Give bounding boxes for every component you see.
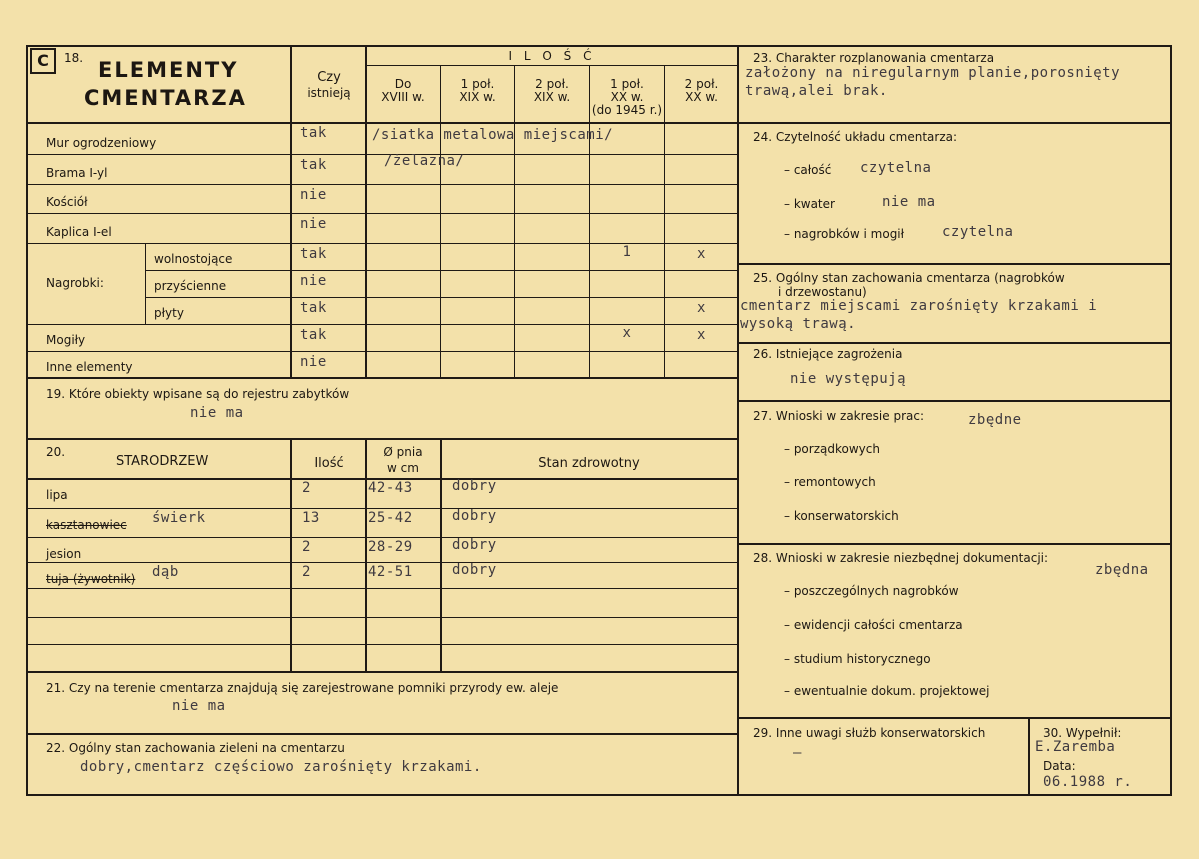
- s19-top: [26, 377, 739, 379]
- element-exists: nie: [300, 187, 327, 203]
- col-line-1: [365, 45, 367, 378]
- tree-typed-name: świerk: [152, 510, 206, 526]
- s28-item: – poszczególnych nagrobków: [784, 584, 959, 598]
- tree-count: 2: [302, 480, 311, 496]
- nagrobki-divider: [145, 243, 146, 324]
- element-exists: tak: [300, 157, 327, 173]
- tree-row-line: [26, 588, 738, 589]
- col-header-line1: Do: [394, 77, 412, 91]
- s20-col-state: Stan zdrowotny: [538, 456, 640, 471]
- tree-row-line: [26, 562, 738, 563]
- col-header-line2: XVIII w.: [381, 90, 425, 104]
- s27-item: – remontowych: [784, 475, 876, 489]
- col-header-line2: XX w.: [610, 90, 644, 104]
- s28-value: zbędna: [1095, 562, 1149, 578]
- tree-count: 2: [302, 539, 311, 555]
- s22-label: 22. Ogólny stan zachowania zieleni na cmentarzu: [46, 741, 345, 755]
- s23-value-line1: założony na niregularnym planie,porosnięty: [745, 65, 1121, 81]
- tree-count: 13: [302, 510, 320, 526]
- tree-state: dobry: [452, 478, 497, 494]
- s30-date-label: Data:: [1043, 759, 1076, 773]
- col-header-line1: 2 poł.: [684, 77, 719, 91]
- section-letter-box: C: [30, 48, 56, 74]
- s23-value-line2: trawą,alei brak.: [745, 83, 888, 99]
- element-label: Kaplica I-el: [46, 225, 112, 239]
- element-label: płyty: [154, 306, 184, 320]
- element-count-xx1: 1: [622, 244, 632, 260]
- s27-value: zbędne: [968, 412, 1022, 428]
- element-label: wolnostojące: [154, 252, 233, 266]
- element-exists: nie: [300, 216, 327, 232]
- s24-item-label: – nagrobków i mogił: [784, 227, 905, 241]
- s27-item: – porządkowych: [784, 442, 880, 456]
- s20-col-line-1: [290, 438, 292, 672]
- col-line-2: [440, 65, 441, 378]
- col-header-line2: XX w.: [685, 90, 718, 104]
- s24-label: 24. Czytelność układu cmentarza:: [753, 130, 958, 144]
- ilosc-header: I L O Ś Ć: [508, 49, 596, 63]
- col-header-line1: 2 poł.: [535, 77, 569, 91]
- s29-top: [737, 717, 1172, 719]
- tree-printed-name: lipa: [46, 488, 68, 502]
- s20-number: 20.: [46, 445, 66, 459]
- s30-label: 30. Wypełnił:: [1043, 726, 1122, 740]
- s26-value: nie występują: [790, 371, 907, 387]
- element-exists: tak: [300, 246, 327, 262]
- s28-item: – ewentualnie dokum. projektowej: [784, 684, 990, 698]
- tree-row-line: [26, 508, 738, 509]
- s20-col-count: Ilość: [314, 456, 344, 471]
- element-label: Inne elementy: [46, 360, 133, 374]
- s28-label: 28. Wnioski w zakresie niezbędnej dokumentacji:: [753, 551, 1049, 565]
- s24-top: [737, 122, 1172, 124]
- element-count-xx2: x: [697, 327, 706, 343]
- tree-diameter: 28-29: [368, 539, 413, 555]
- element-row-line: [26, 243, 738, 244]
- s27-label: 27. Wnioski w zakresie prac:: [753, 409, 925, 423]
- ilosc-sub-line: [366, 65, 738, 66]
- element-exists: nie: [300, 354, 327, 370]
- s27-top: [737, 400, 1172, 402]
- frame-right: [1170, 45, 1172, 796]
- s30-date: 06.1988 r.: [1043, 774, 1133, 790]
- s28-top: [737, 543, 1172, 545]
- s22-value: dobry,cmentarz częściowo zarośnięty krzakami.: [80, 759, 482, 775]
- tree-diameter: 42-51: [368, 564, 413, 580]
- tree-printed-name: jesion: [46, 547, 82, 561]
- element-label: Brama I-yl: [46, 166, 108, 180]
- s24-item-value: nie ma: [882, 194, 936, 210]
- s24-item-value: czytelna: [942, 224, 1014, 240]
- s27-item: – konserwatorskich: [784, 509, 899, 523]
- s24-item-label: – całość: [784, 163, 832, 177]
- s20-title: STARODRZEW: [116, 454, 209, 469]
- element-row-line: [26, 154, 738, 155]
- s18-title-line2: CMENTARZA: [84, 86, 247, 110]
- tree-row-line: [26, 644, 738, 645]
- tree-diameter: 42-43: [368, 480, 413, 496]
- nagrobki-group-label: Nagrobki:: [46, 276, 104, 290]
- element-count-xx1: x: [622, 325, 632, 341]
- s22-top: [26, 733, 739, 735]
- frame-middle: [737, 45, 739, 796]
- s24-item-label: – kwater: [784, 197, 835, 211]
- element-exists: tak: [300, 125, 327, 141]
- s30-name: E.Zaremba: [1035, 739, 1116, 755]
- col-line-exists: [290, 45, 292, 378]
- s20-col-line-3: [440, 438, 442, 672]
- tree-count: 2: [302, 564, 311, 580]
- s21-top: [26, 671, 739, 673]
- s23-label: 23. Charakter rozplanowania cmentarza: [753, 51, 995, 65]
- col-header-line2: XIX w.: [533, 90, 571, 104]
- col-exists-line2: istnieją: [307, 86, 351, 100]
- s26-label: 26. Istniejące zagrożenia: [753, 347, 903, 361]
- s28-item: – ewidencji całości cmentarza: [784, 618, 963, 632]
- element-row-line: [26, 324, 738, 325]
- s25-value-line2: wysoką trawą.: [740, 316, 857, 332]
- brama-note: /żelazna/: [384, 153, 465, 169]
- s29-value: –: [793, 745, 802, 761]
- s20-top: [26, 438, 739, 440]
- tree-diameter: 25-42: [368, 510, 413, 526]
- element-row-line: [26, 213, 738, 214]
- frame-bottom: [26, 794, 1172, 796]
- element-exists: tak: [300, 300, 327, 316]
- col-header-line3: (do 1945 r.): [591, 103, 663, 117]
- s18-header-bottom: [26, 122, 739, 124]
- s20-col-diam1: Ø pnia: [383, 445, 423, 459]
- s21-label: 21. Czy na terenie cmentarza znajdują się zarejestrowane pomniki przyrody ew. aleje: [46, 681, 559, 695]
- s18-title-line1: ELEMENTY: [98, 58, 239, 82]
- col-header-line1: 1 poł.: [460, 77, 495, 91]
- element-exists: nie: [300, 273, 327, 289]
- s25-label-line1: 25. Ogólny stan zachowania cmentarza (nagrobków: [753, 271, 1065, 285]
- s20-col-line-2: [365, 438, 367, 672]
- tree-row-line: [26, 537, 738, 538]
- col-line-3: [514, 65, 515, 378]
- s24-item-value: czytelna: [860, 160, 932, 176]
- element-row-line: [145, 270, 738, 271]
- element-label: Mogiły: [46, 333, 86, 347]
- tree-state: dobry: [452, 562, 497, 578]
- element-row-line: [145, 297, 738, 298]
- element-count-xx2: x: [697, 246, 706, 262]
- frame-top: [26, 45, 1172, 47]
- s28-item: – studium historycznego: [784, 652, 931, 666]
- element-exists: tak: [300, 327, 327, 343]
- s19-label: 19. Które obiekty wpisane są do rejestru zabytków: [46, 387, 350, 401]
- element-row-line: [26, 184, 738, 185]
- tree-state: dobry: [452, 508, 497, 524]
- s29-label: 29. Inne uwagi służb konserwatorskich: [753, 726, 986, 740]
- s18-number: 18.: [64, 51, 84, 65]
- element-count-xx2: x: [697, 300, 706, 316]
- tree-printed-name: tuja (żywotnik): [46, 572, 136, 586]
- s20-col-diam2: w cm: [387, 461, 419, 475]
- col-header-line2: XIX w.: [459, 90, 496, 104]
- col-header-line1: 1 poł.: [610, 77, 644, 91]
- s25-top: [737, 263, 1172, 265]
- s26-top: [737, 342, 1172, 344]
- element-label: przyścienne: [154, 279, 227, 293]
- frame-left: [26, 45, 28, 796]
- element-label: Kościół: [46, 195, 88, 209]
- element-row-line: [26, 351, 738, 352]
- s25-label-line2: i drzewostanu): [778, 285, 867, 299]
- s25-value-line1: cmentarz miejscami zarośnięty krzakami i: [740, 298, 1098, 314]
- s21-value: nie ma: [172, 698, 226, 714]
- element-label: Mur ogrodzeniowy: [46, 136, 157, 150]
- s30-divider: [1028, 717, 1030, 796]
- tree-printed-name: kasztanowiec: [46, 518, 127, 532]
- s19-value: nie ma: [190, 405, 244, 421]
- mur-note: /siatka metalowa miejscami/: [372, 127, 614, 143]
- tree-state: dobry: [452, 537, 497, 553]
- col-exists-line1: Czy: [317, 70, 341, 85]
- tree-row-line: [26, 617, 738, 618]
- tree-typed-name: dąb: [152, 564, 179, 580]
